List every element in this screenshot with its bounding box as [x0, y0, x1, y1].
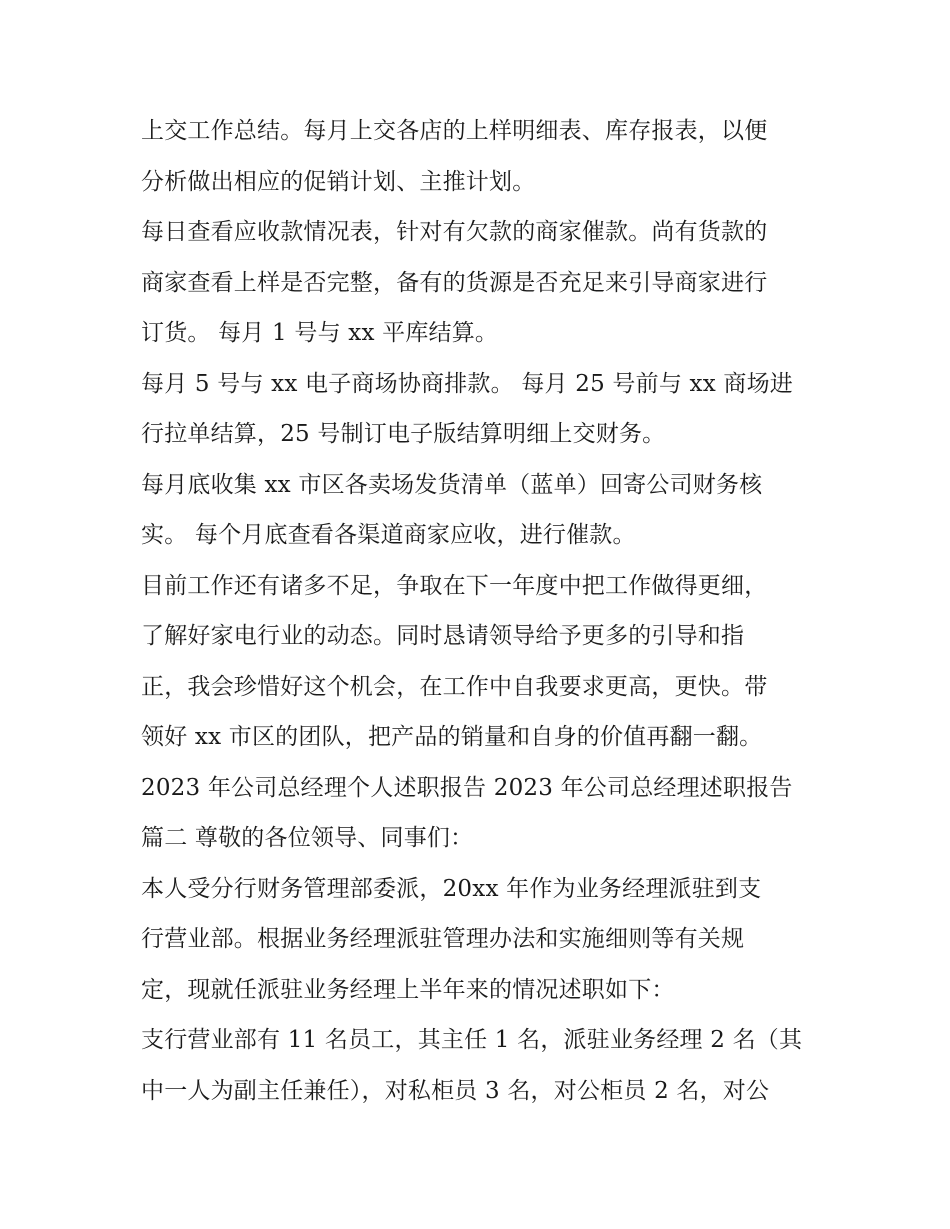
salutation-line: 篇二 尊敬的各位领导、同事们： — [141, 825, 474, 851]
text-line: 定，现就任派驻业务经理上半年来的情况述职如下： — [141, 976, 675, 1003]
text-line: 领好 xx 市区的团队，把产品的销量和自身的价值再翻一翻。 — [141, 724, 763, 750]
text-line: 实。 每个月底查看各渠道商家应收，进行催款。 — [141, 522, 636, 548]
report-title-line: 2023 年公司总经理个人述职报告 2023 年公司总经理述职报告 — [141, 774, 793, 801]
text-line: 目前工作还有诸多不足，争取在下一年度中把工作做得更细， — [141, 572, 768, 599]
text-line: 每月 5 号与 xx 电子商场协商排款。 每月 25 号前与 xx 商场进 — [141, 370, 793, 397]
document-body — [141, 106, 821, 1116]
text-line: 支行营业部有 11 名员工，其主任 1 名，派驻业务经理 2 名（其 — [141, 1027, 803, 1053]
text-line: 每日查看应收款情况表，针对有欠款的商家催款。尚有货款的 — [141, 219, 768, 245]
text-line: 分析做出相应的促销计划、主推计划。 — [141, 168, 536, 195]
text-line: 正，我会珍惜好这个机会，在工作中自我要求更高，更快。带 — [141, 673, 768, 700]
text-line: 本人受分行财务管理部委派，20xx 年作为业务经理派驻到支 — [141, 875, 762, 902]
text-line: 商家查看上样是否完整，备有的货源是否充足来引导商家进行 — [141, 269, 768, 296]
text-line: 行拉单结算，25 号制订电子版结算明细上交财务。 — [141, 421, 666, 447]
text-line: 行营业部。根据业务经理派驻管理办法和实施细则等有关规 — [141, 926, 745, 952]
text-line: 中一人为副主任兼任），对私柜员 3 名，对公柜员 2 名，对公 — [141, 1077, 770, 1104]
text-line: 上交工作总结。每月上交各店的上样明细表、库存报表，以便 — [141, 118, 768, 144]
text-line: 了解好家电行业的动态。同时恳请领导给予更多的引导和指 — [141, 623, 745, 649]
text-line: 订货。 每月 1 号与 xx 平库结算。 — [141, 320, 499, 346]
text-line: 每月底收集 xx 市区各卖场发货清单（蓝单）回寄公司财务核 — [141, 471, 763, 498]
